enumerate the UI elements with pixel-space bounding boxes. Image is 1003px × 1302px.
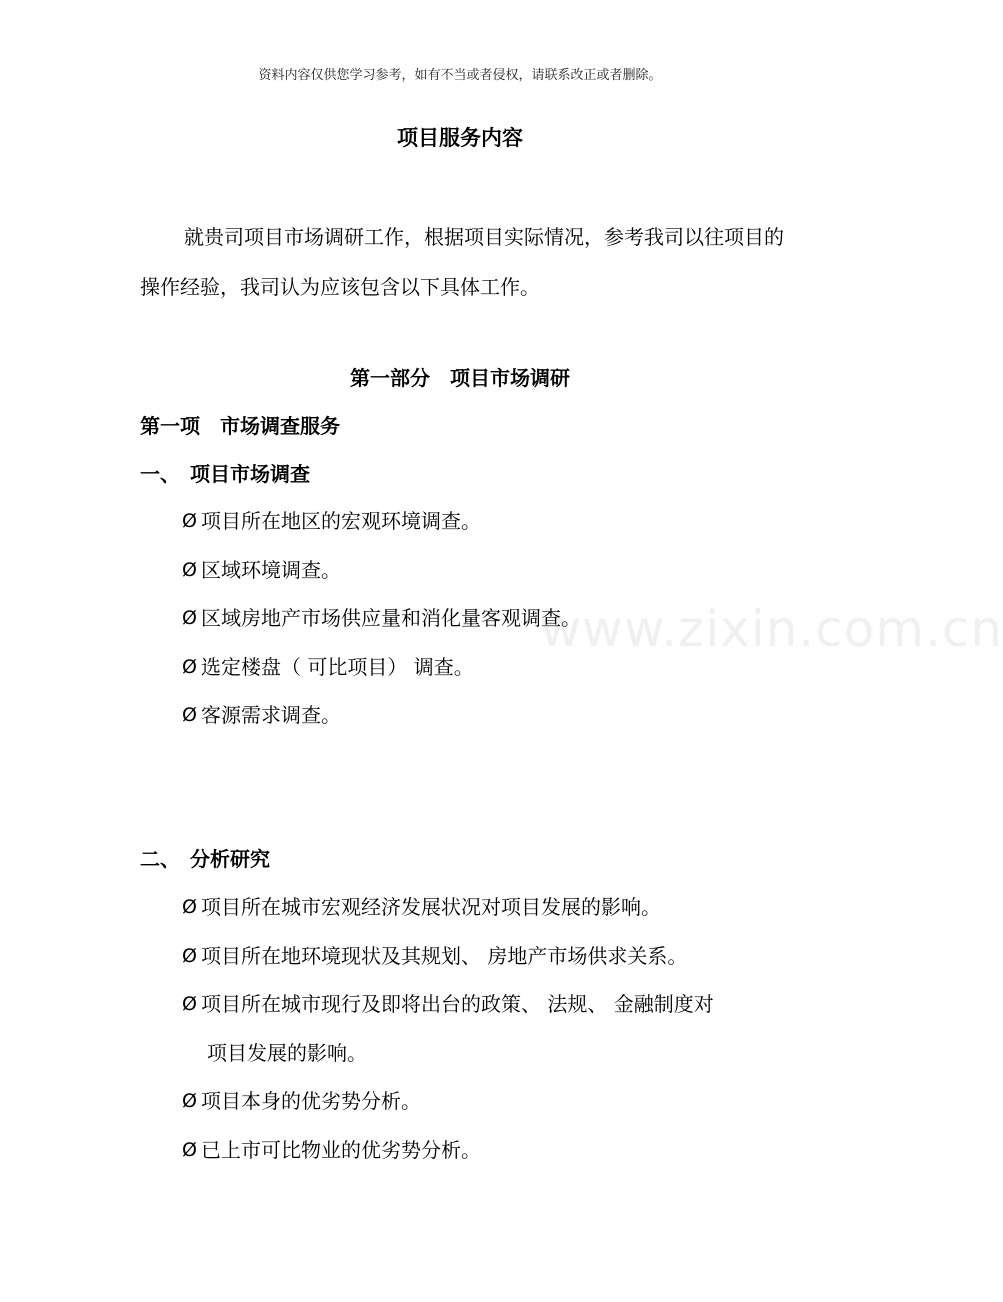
item-heading: 第一项 市场调查服务 — [140, 414, 340, 438]
list-item-text: 客源需求调查。 — [201, 703, 341, 727]
list-item-text: 区域环境调查。 — [201, 557, 341, 582]
section-heading-1: 一、 项目市场调查 — [140, 462, 310, 486]
list-item-text: 项目所在地区的宏观环境调查。 — [201, 509, 481, 533]
list-item — [182, 1077, 792, 1126]
bullet-icon: Ø — [182, 510, 197, 532]
list-item-text: 选定楼盘（ 可比项目） 调查。 — [201, 654, 474, 679]
bullet-icon: Ø — [182, 993, 197, 1015]
list-item — [182, 1126, 792, 1175]
bullet-icon: Ø — [182, 944, 197, 967]
list-item — [182, 546, 792, 595]
list-item — [182, 883, 792, 932]
list-item-text: 项目所在城市现行及即将出台的政策、 法规、 金融制度对 — [201, 992, 714, 1016]
bullet-icon: Ø — [182, 704, 197, 726]
bullet-icon: Ø — [182, 655, 197, 678]
list-item — [182, 691, 792, 740]
list-item — [182, 980, 792, 1077]
list-item-text: 项目本身的优劣势分析。 — [201, 1089, 421, 1113]
bullet-icon: Ø — [182, 896, 197, 918]
list-item-text: 区域房地产市场供应量和消化量客观调查。 — [201, 606, 581, 630]
list-item-text: 项目所在城市宏观经济发展状况对项目发展的影响。 — [201, 895, 661, 919]
list-item-text: 项目所在地环境现状及其规划、 房地产市场供求关系。 — [201, 943, 688, 968]
intro-paragraph: 就贵司项目市场调研工作，根据项目实际情况，参考我司以往项目的操作经验，我司认为应该包含以下具体工作。 — [140, 225, 784, 299]
watermark: www.zixin.com.cn — [540, 600, 1003, 658]
list-item-continuation: 项目发展的影响。 — [207, 1040, 367, 1065]
bullet-list-2 — [182, 883, 792, 1174]
bullet-icon: Ø — [182, 558, 197, 581]
document-title: 项目服务内容 — [397, 125, 523, 150]
bullet-icon: Ø — [182, 1138, 197, 1161]
list-item — [182, 497, 792, 546]
bullet-icon: Ø — [182, 607, 197, 629]
copyright-notice: 资料内容仅供您学习参考，如有不当或者侵权，请联系改正或者删除。 — [258, 68, 662, 83]
bullet-icon: Ø — [182, 1090, 197, 1112]
list-item — [182, 932, 792, 981]
part-heading: 第一部分 项目市场调研 — [350, 366, 570, 390]
section-heading-2: 二、 分析研究 — [140, 847, 270, 871]
list-item-text: 已上市可比物业的优劣势分析。 — [201, 1137, 481, 1162]
